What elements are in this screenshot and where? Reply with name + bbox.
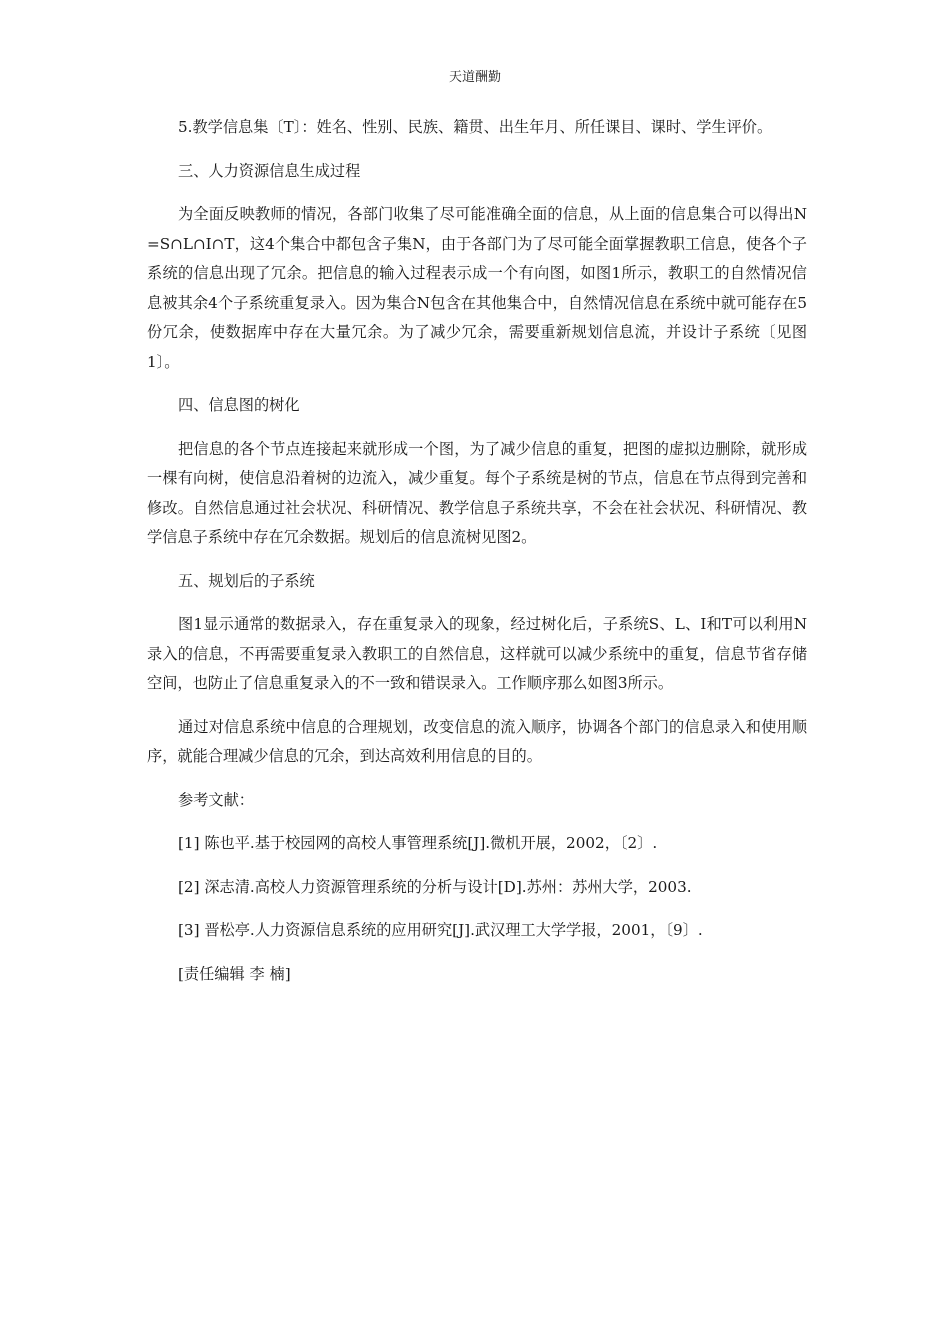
item-5-teaching-info: 5.教学信息集〔T〕：姓名、性别、民族、籍贯、出生年月、所任课目、课时、学生评价。 (178, 118, 773, 136)
section-4-title: 四、信息图的树化 (178, 396, 300, 414)
page-header: 天道酬勤 (448, 70, 501, 85)
section-4-paragraph: 把信息的各个节点连接起来就形成一个图，为了减少信息的重复，把图的虚拟边删除，就形成一棵有向树，使信息沿着树的边流入，减少重复。每个子系统是树的节点，信息在节点得到完善和修改。自然信息通过社会状况、科研情况、教学信息子系统共享，不会在社会状况、科研情况、教学信息子系统中存在冗余数据。规划后的信息流树见图2。 (147, 439, 807, 546)
section-5-paragraph-1: 图1显示通常的数据录入，存在重复录入的现象，经过树化后，子系统S、L、I和T可以利用N录入的信息，不再需要重复录入教职工的自然信息，这样就可以减少系统中的重复，信息节省存储空间，也防止了信息重复录入的不一致和错误录入。工作顺序那么如图3所示。 (147, 615, 807, 692)
section-5-title: 五、规划后的子系统 (178, 571, 315, 590)
section-3-paragraph: 为全面反映教师的情况，各部门收集了尽可能准确全面的信息，从上面的信息集合可以得出N=S∩L∩I∩T，这4个集合中都包含子集N，由于各部门为了尽可能全面掌握教职工信息，使各个子系统的信息出现了冗余。把信息的输入过程表示成一个有向图，如图1所示，教职工的自然情况信息被其余4个子系统重复录入。因为集合N包含在其他集合中，自然情况信息在系统中就可能存在5份冗余，使数据库中存在大量冗余。为了减少冗余，需要重新规划信息流，并设计子系统〔见图1〕。 (147, 205, 807, 371)
references-title: 参考文献： (178, 790, 254, 809)
section-3-title: 三、人力资源信息生成过程 (178, 161, 361, 180)
reference-item-1: [1] 陈也平.基于校园网的高校人事管理系统[J].微机开展，2002，〔2〕. (178, 834, 658, 852)
responsible-editor: [责任编辑 李 楠] (178, 964, 291, 983)
document-body (147, 113, 807, 1003)
section-5-paragraph-2: 通过对信息系统中信息的合理规划，改变信息的流入顺序，协调各个部门的信息录入和使用顺序，就能合理减少信息的冗余，到达高效利用信息的目的。 (147, 717, 807, 765)
reference-item-2: [2] 深志清.高校人力资源管理系统的分析与设计[D].苏州：苏州大学，2003. (178, 877, 692, 896)
reference-item-3: [3] 晋松亭.人力资源信息系统的应用研究[J].武汉理工大学学报，2001，〔9〕. (178, 921, 703, 939)
